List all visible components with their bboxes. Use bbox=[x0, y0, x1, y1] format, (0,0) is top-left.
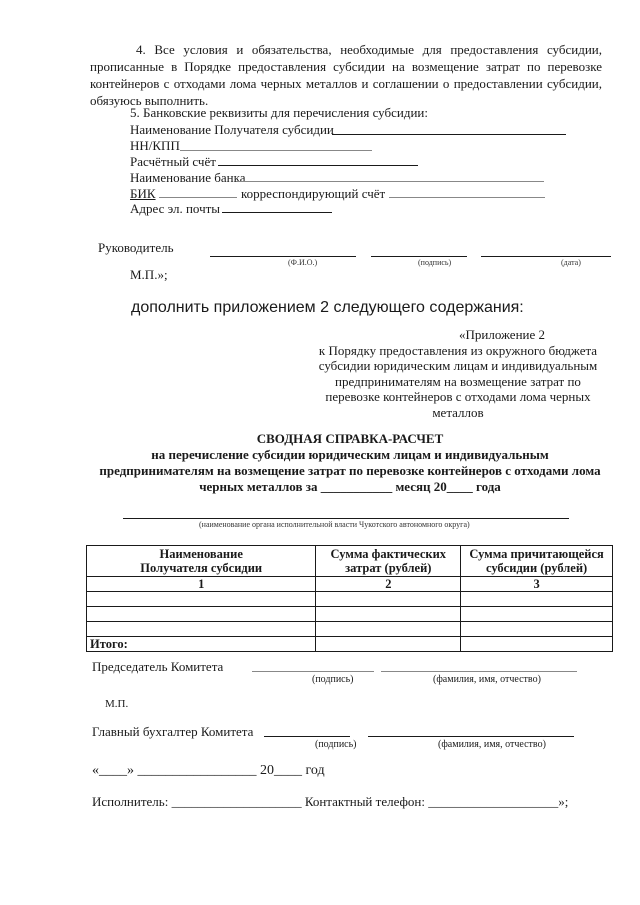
table-cell[interactable] bbox=[87, 607, 316, 622]
table-header-row bbox=[87, 546, 613, 577]
head-signature-line[interactable] bbox=[371, 256, 467, 257]
clause-4-line-1: 4. Все условия и обязательства, необходимые для предоставления субсидии, bbox=[136, 42, 602, 57]
table-cell[interactable] bbox=[87, 622, 316, 637]
table-cell[interactable] bbox=[316, 622, 461, 637]
accountant-fio-line[interactable] bbox=[368, 736, 574, 737]
bank-corr-line[interactable] bbox=[389, 197, 545, 198]
annex-line-5: перевозке контейнеров с отходами лома черных bbox=[325, 389, 591, 405]
chairman-label: Председатель Комитета bbox=[92, 659, 224, 674]
table-cell[interactable] bbox=[316, 592, 461, 607]
date-month[interactable]: _________________ bbox=[137, 763, 257, 778]
date-line[interactable] bbox=[92, 763, 325, 779]
bank-inn-line[interactable] bbox=[180, 150, 372, 151]
chairman-signature-line[interactable] bbox=[252, 671, 374, 672]
table-header-actual-costs: Сумма фактических затрат (рублей) bbox=[316, 546, 461, 577]
table-number-row bbox=[87, 577, 613, 592]
executor-blank[interactable]: ____________________ bbox=[171, 794, 302, 809]
table-cell[interactable] bbox=[461, 622, 613, 637]
table-row[interactable] bbox=[87, 607, 613, 622]
doc-title-line-2: на перечисление субсидии юридическим лицам и индивидуальным bbox=[151, 447, 549, 462]
bank-corr-label: корреспондирующий счёт bbox=[241, 186, 386, 201]
bank-heading: 5. Банковские реквизиты для перечисления субсидии: bbox=[130, 105, 428, 120]
table-cell[interactable] bbox=[316, 637, 461, 652]
doc-title-line-3: предпринимателям на возмещение затрат по перевозке контейнеров с отходами лома bbox=[99, 463, 601, 478]
bank-inn-label: НН/КПП bbox=[130, 138, 180, 153]
clause-4-line-3: контейнеров с отходами лома черных металлов и соглашении о предоставлении субсидии, bbox=[90, 76, 602, 91]
chairman-signature-caption: (подпись) bbox=[312, 674, 354, 685]
org-name-line[interactable] bbox=[123, 518, 569, 519]
table-cell[interactable] bbox=[87, 592, 316, 607]
table-header-recipient: Наименование Получателя субсидии bbox=[87, 546, 316, 577]
annex-line-3: субсидии юридическим лицам и индивидуальным bbox=[318, 358, 598, 374]
accountant-label: Главный бухгалтер Комитета bbox=[92, 724, 254, 739]
chairman-mp: М.П. bbox=[105, 698, 129, 710]
head-fio-line[interactable] bbox=[210, 256, 356, 257]
phone-label: Контактный телефон: bbox=[304, 794, 426, 809]
table-col-number: 2 bbox=[316, 577, 461, 592]
table-total-row bbox=[87, 637, 613, 652]
date-god: год bbox=[305, 763, 325, 778]
table-cell[interactable] bbox=[461, 592, 613, 607]
bank-account-label: Расчётный счёт bbox=[130, 154, 216, 169]
table-col-number: 1 bbox=[87, 577, 316, 592]
executor-label: Исполнитель: bbox=[92, 794, 169, 809]
clause-4-line-2: прописанные в Порядке предоставления субсидии на возмещение затрат по перевозке bbox=[90, 59, 602, 74]
doc-title: СВОДНАЯ СПРАВКА-РАСЧЕТ bbox=[256, 431, 444, 446]
bank-name-line[interactable] bbox=[236, 181, 544, 182]
doc-title-line-4: черных металлов за ___________ месяц 20____ года bbox=[199, 479, 501, 494]
bank-bik-label: БИК bbox=[130, 186, 156, 201]
clause-4-line-4: обязуюсь выполнить. bbox=[90, 93, 209, 108]
head-date-line[interactable] bbox=[481, 256, 611, 257]
phone-blank[interactable]: ____________________»; bbox=[428, 794, 569, 809]
annex-line-4: предпринимателям на возмещение затрат по bbox=[335, 373, 581, 389]
accountant-signature-caption: (подпись) bbox=[315, 739, 357, 750]
annex-block bbox=[306, 327, 610, 421]
chairman-fio-line[interactable] bbox=[381, 671, 577, 672]
bank-email-label: Адрес эл. почты bbox=[130, 201, 221, 216]
table-col-number: 3 bbox=[461, 577, 613, 592]
table-cell[interactable] bbox=[461, 637, 613, 652]
supplement-text: дополнить приложением 2 следующего содержания: bbox=[131, 299, 524, 316]
head-label: Руководитель bbox=[98, 240, 174, 255]
table-cell[interactable] bbox=[461, 607, 613, 622]
summary-table bbox=[86, 545, 613, 652]
annex-line-2: к Порядку предоставления из окружного бюджета bbox=[318, 342, 598, 358]
bank-bik-line[interactable] bbox=[159, 197, 237, 198]
head-mp: М.П.»; bbox=[130, 267, 168, 282]
bank-email-line[interactable] bbox=[222, 212, 332, 213]
head-signature-caption: (подпись) bbox=[418, 258, 452, 267]
accountant-fio-caption: (фамилия, имя, отчество) bbox=[438, 739, 546, 750]
table-header-subsidy-due: Сумма причитающейся субсидии (рублей) bbox=[461, 546, 613, 577]
accountant-signature-line[interactable] bbox=[264, 736, 350, 737]
bank-recipient-label: Наименование Получателя субсидии bbox=[130, 122, 334, 137]
org-name-caption: (наименование органа исполнительной власти Чукотского автономного округа) bbox=[199, 520, 470, 529]
date-year[interactable]: 20____ bbox=[260, 763, 302, 778]
table-row[interactable] bbox=[87, 622, 613, 637]
executor-line bbox=[92, 794, 568, 810]
annex-line-1: «Приложение 2 bbox=[458, 327, 546, 342]
head-fio-caption: (Ф.И.О.) bbox=[288, 258, 318, 267]
bank-account-line[interactable] bbox=[218, 165, 418, 166]
date-day[interactable]: «____» bbox=[92, 763, 134, 778]
chairman-fio-caption: (фамилия, имя, отчество) bbox=[433, 674, 541, 685]
bank-recipient-line[interactable] bbox=[332, 134, 566, 135]
table-row[interactable] bbox=[87, 592, 613, 607]
table-cell[interactable] bbox=[316, 607, 461, 622]
annex-line-6: металлов bbox=[432, 404, 484, 420]
bank-name-label: Наименование банка bbox=[130, 170, 246, 185]
head-date-caption: (дата) bbox=[561, 258, 581, 267]
table-total-label: Итого: bbox=[87, 637, 316, 652]
